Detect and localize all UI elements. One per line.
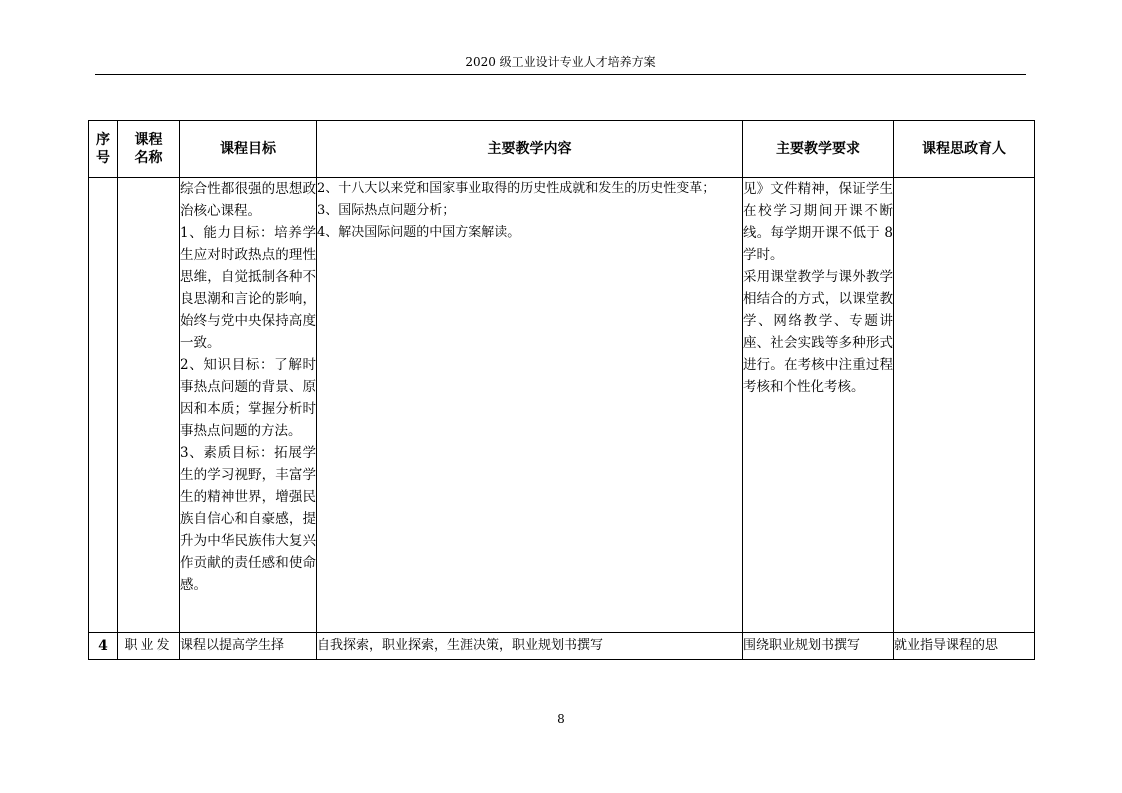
table-row bbox=[89, 178, 1035, 633]
column-header-ideology-education: 课程思政育人 bbox=[894, 121, 1035, 178]
content-paragraph: 4、解决国际问题的中国方案解读。 bbox=[317, 225, 521, 240]
requirement-paragraph: 采用课堂教学与课外教学相结合的方式，以课堂教学、网络教学、专题讲座、社会实践等多种形式进行。在考核中注重过程考核和个性化考核。 bbox=[743, 269, 893, 395]
row-ideology-education: 就业指导课程的思 bbox=[894, 633, 1035, 660]
requirement-paragraph: 见》文件精神，保证学生在校学习期间开课不断线。每学期开课不低于 8 学时。 bbox=[743, 181, 893, 263]
goal-paragraph: 2、知识目标：了解时事热点问题的背景、原因和本质；掌握分析时事热点问题的方法。 bbox=[180, 357, 316, 439]
content-paragraph: 3、国际热点问题分析； bbox=[317, 203, 456, 218]
goal-paragraph: 综合性都很强的思想政治核心课程。 bbox=[180, 181, 316, 219]
curriculum-table bbox=[88, 120, 1035, 660]
row-teaching-requirements bbox=[743, 178, 894, 633]
row-course-name bbox=[118, 178, 180, 633]
column-header-teaching-requirements: 主要教学要求 bbox=[743, 121, 894, 178]
row-course-goal bbox=[180, 178, 317, 633]
row-index bbox=[89, 178, 118, 633]
content-paragraph: 2、十八大以来党和国家事业取得的历史性成就和发生的历史性变革； bbox=[317, 181, 716, 196]
page-header: 2020 级工业设计专业人才培养方案 bbox=[95, 52, 1026, 75]
row-ideology-education bbox=[894, 178, 1035, 633]
row-course-name: 职业发 bbox=[118, 633, 180, 660]
column-header-teaching-content: 主要教学内容 bbox=[317, 121, 743, 178]
row-teaching-content bbox=[317, 178, 743, 633]
table-header-row bbox=[89, 121, 1035, 178]
column-header-course-name: 课程 名称 bbox=[118, 121, 180, 178]
goal-paragraph: 3、素质目标：拓展学生的学习视野，丰富学生的精神世界，增强民族自信心和自豪感，提升为中华民族伟大复兴作贡献的责任感和使命感。 bbox=[180, 445, 316, 593]
column-header-course-goal: 课程目标 bbox=[180, 121, 317, 178]
page-number: 8 bbox=[557, 712, 565, 726]
goal-paragraph: 1、能力目标：培养学生应对时政热点的理性思维，自觉抵制各种不良思潮和言论的影响，始终与党中央保持高度一致。 bbox=[180, 225, 316, 351]
table-row bbox=[89, 633, 1035, 660]
row-course-goal: 课程以提高学生择 bbox=[180, 633, 317, 660]
row-index: 4 bbox=[89, 633, 118, 660]
column-header-index: 序 号 bbox=[89, 121, 118, 178]
row-teaching-requirements: 围绕职业规划书撰写 bbox=[743, 633, 894, 660]
row-teaching-content: 自我探索，职业探索，生涯决策，职业规划书撰写 bbox=[317, 633, 743, 660]
